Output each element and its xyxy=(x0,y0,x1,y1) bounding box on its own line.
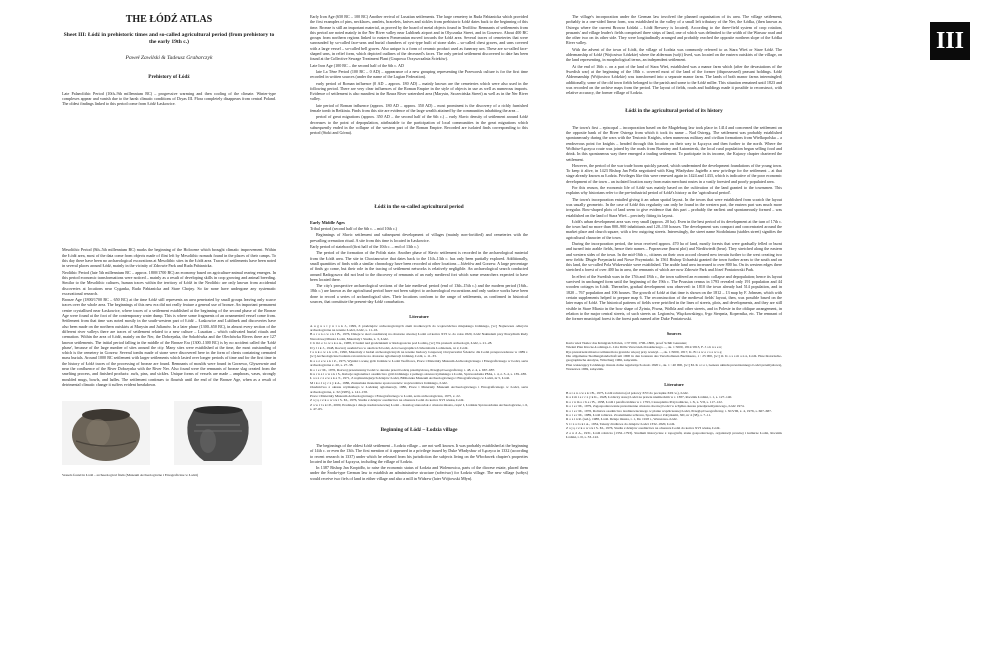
paragraph: Late Iron Age (100 BC – the second half of the 6th c. AD xyxy=(310,62,404,68)
vessel-photo-1 xyxy=(62,401,150,465)
paragraph: The period of the formation of the Polish state. Another phase of Slavic settlement is recorded in the archaeological material from the Łódź area. The site in Chocianowice that dates back to the 11th–13th c. has only been partially explored. Additionally, small quantities of finds with a similar chronology have been recorded at other locations – Jóźefów and Gorzew. A large percentage of finds go come, but their role in the tracing of settlement networks is relatively negligible. An archaeological search conducted around Radogoszcz did not lead to the discovery of remnants of an early medieval fort which some researchers expected to have been located there. xyxy=(310,250,528,282)
paragraph: The city's prospective archaeological sections of the late medieval period (end of 13th–15th c.) and the modern period (16th–18th c.) are known as the agricultural period have not been subject to archaeological excavations and only surface works have been done to record a series of archaeological sites. Their locations conform to the range of settlements, as confirmed in historical sources, that constitute the present-day Łódź conurbation. xyxy=(310,283,528,304)
paragraph: period of great migrations (approx. 350 AD – the second half of the 6th c.) – early Slavic density of settlement around Łódź decreases to the point of depopulation, attributable to the participation of local communities in the great migrations which subsequently ended in the collapse of the western part of the Roman Empire. Recorded are isolated finds corresponding to this period (Stoki and Górna). xyxy=(310,114,528,136)
literature-item: Z a w i l s k i P., 2000, Pradzieje i dzieje średniowiecznej Łodzi – Katalog stanowisk z obszaru miasta, część I, Łódzkie Sprawozdania Archeologiczne, t. 6, s. 47–65. xyxy=(310,402,528,412)
literature-item: Prace i Materiały Muzeum Archeologicznego i Etnograficznego w Łodzi, seria archeologiczna, 1975, z. 22. xyxy=(310,394,461,399)
section-heading-agricultural: Łódź in the so-called agricultural period xyxy=(374,203,464,210)
photo-row xyxy=(62,397,276,469)
literature-item: Z a j ą c z k o w s k i S. M., 1976, Studia z dziejów osadnictwa na obszarze Łodzi do końca XVI wieku, Łódź. xyxy=(566,426,721,431)
literature-item: R o s i n R. (red.), 1988, Łódź. Dzieje miasta, t. 1, Do 1918 r., Warszawa–Łódź. xyxy=(566,417,678,422)
paragraph: The beginnings of the oldest Łódź settlement – Łodzia village – are not well known. It was probably established at the beginning of 14th c. or even the 13th. The first mention of it appeared in a privilege issued by Duke Władysław of Łęczyca in 1332 (according to recent research in 1337) under which he released from his jurisdiction the subjects living on the Włocławek chapter's properties located in the land of Łęczyca, including the village of Łodzia. xyxy=(310,443,528,464)
literature-item: S t r z a ł s k i A., 1934, Tekuty źródłowe do dziejów Łodzi 1332–1820, Łódź. xyxy=(566,421,676,426)
source-item: Die allgemeine Siedlungslandschaft um 1900 in den Grenzen des Verschollenen Bezirkszes, 1 : 25 000, [w:] O. K o s s m a n n, Łódź. Eine historische-geographische Analyse, Würzburg 1966, załącznik. xyxy=(566,353,782,363)
literature-item: K o t e r M., 1979, Zagospodarowanie przestrzenne obszaru obecnej Łodzi w schyłku okresu przedprzemysłowego, Łódź 1974. xyxy=(566,404,745,409)
photo-caption: Vessels found in Łódź – archaeological finds (Muzeum Archeologiczne i Etnograficzne w Łodzi) xyxy=(62,473,199,478)
literature-item: B a r a n o w s k i B., 1975, Łódź rolnicza (od połowy XVI do początku XIX w.), Łódź. xyxy=(566,390,689,395)
literature-item: M i k o ł a j c z y k A., 1986, Znaleziska monetarne spoza terenów województwa łódzkiego, Łódź. xyxy=(310,380,448,385)
authors: Paweł Zawilski & Tadeusz Grabarczyk xyxy=(125,55,213,61)
paragraph: For this reason, the economic life of Łódź was mainly based on the cultivation of the land granted to the townsmen. This explains why historians refer to the pre-industrial period of Łódź's history as the 'agricultural period'. xyxy=(566,185,782,196)
literature-item: K u r n a t o w s k i S., Relacje regionalne i osadnictwo grób łódzkiego z pełnego okresu rzymskiego z Łodzi, Sprawozdania PMA, t. 4, z. 3–4, s. 139–188. xyxy=(310,372,527,377)
section-heading-prehistory: Prehistory of Łódź xyxy=(148,74,190,81)
column-3 xyxy=(566,0,782,439)
atlas-title: THE ŁÓDŹ ATLAS xyxy=(125,14,213,25)
spacer xyxy=(62,107,276,247)
literature-item: C h m i e l o w s k a A., 1988, Z badań nad grodziskiem w Radogoszczu pod Łodzią, [w:] Na pranach archeologii, Łódź, s. 21–28. xyxy=(310,341,493,346)
source-item: Rys przestrzeni miasta rozmiarem na granicie więcej przy rewizyi…, ok. 1:5000, 1817, K. B r a w e c s a w s ą; xyxy=(566,349,723,354)
paragraph: Bronze Age (1800/1700 BC – 650 BC) at the time Łódź still represents an area penetrated by small groups leaving only scarce traces over the whole area. The beginnings of this new era did not really feature a general use of bronze. An important permanent centre crystallised near Łaskowice, where traces of a settlement established at the beginning of the second phase of the Bronze Age were found at the foot of the contemporary water dump. This is where some fragments of an ornamented vessel come from. Settlement from that time was noted mostly in the south-western part of Łódź – Łaskowice and Lublinek and discoveries have also been made on the northern outskirts at Marysin and Julianów. In a later phase (1300–650 BC), in almost every section of the different river valleys there are traces of settlement related to a new culture – Lusatian – which cultivated burial rituals and cremation. Within the area of Łódź, mainly on the Ner, the Dobrzynka, the Sokołówka and the Olechówka Rivers there are 127 known settlements. The initial period falling in the middle of the Bronze Era (1300–1300 BC) is by no accident called the 'Łódź phase', because of the large number of sites around the city. Many sites were established at the time, the most outstanding of which is the cemetery in Gorzew. Several tombs made of stone were discovered here in the form of chests containing cremated mass burials. Around 1000 BC settlement with larger settlements which lasted over longer periods of time and for the first time in the history of Łódź traces of the processing of bronze are found. Remnants of moulds were found in Gorzewo, Głyszewnie and near the confluence of the River Dobrzynka with the River Ner. Also found were the remnants of bronze slag created from the smelting process, and finished products: awls, pins, and sickles. Unique forms of vessels are made – amphoras, vases, strongly moulded mugs, bowls, and ladles. The settlement continues to flourish until the end of the Bronze Age, when as a result of detrimental climatic change it suffers evident breakdown. xyxy=(62,297,276,387)
paragraph: Neolithic Period (late 5th millennium BC – approx. 1800/1700 BC) an economy based on agriculture-animal rearing emerges. In this period economic transformations were noticed – mainly as a result of developing skills in crop growing and animal breeding. Similar to the Mesolithic cultures, human traces within the territory of Łódź in the Neolithic are only known from accidental discoveries at locations near Cyganka, Ruda Pabianicka and Stare Chojny. So far none have undergone any systematic excavational research. xyxy=(62,269,276,296)
paragraph: At the end of 16th c. on a part of the land of Stara Wieś, established was a manor farm which (after the devastations of the Swedish war) at the beginning of the 18th c. covered most of the land of the former (dispossessed) peasant holdings. Łódź Aldermanship (Wójtostwo Łódzkie) was transformed into a separate manor farm. The lands of both manor farms intermingled; additionally, some of the old town fields belonged to the parish and some to the Łódź miller. This situation remained until 1823 and was recorded on the archive maps from the period. The layout of fields, roads and buildings made it possible to reconstruct, with relative accuracy, the former village of Łodzia. xyxy=(566,63,782,96)
paragraph: In 1387 Bishop Jan Kropidło, to raise the economic status of Łodzia and Wolenowica, parts of the diocese estate, placed them under the Środa-type German law to establish an administrative structure (sołectwo) for Łodzia village. The new village (sołtys) would receive two fiefs of land in either village and also a mill in Widzew (later Wójtowski Młyn). xyxy=(310,465,528,481)
literature-item: Z a j ą c z k o w s k i S. M., 1976, Studia z dziejów osadnictwa na obszarze Łodzi do końca XVI wieku, Łódź. xyxy=(310,398,465,403)
literature-heading: Literature xyxy=(409,314,429,320)
literature-item: B a r a n o w s k i B., 1976, Dzieje w sieci osadniczej na obszarze obecnej Łodzi od końca XVI w. do roku 1820, Łódź Nakładem przy Prezydium Rady Narodowej Miasta Łodzi, Materiały i Studia, z. 3, Łódź. xyxy=(310,332,528,341)
column-1 xyxy=(62,0,276,478)
paragraph: During the incorporation period, the town received approx. 470 ha of land, mostly forests that were gradually felled or burnt and turned into arable fields, hence their names – Poprzeczne (burnt plot) and Niedźwiedź (bear). They stretched along the eastern and western sides of the town. In the mid-16th c., citizens on their own accord cleared new terrain further to the west creating two new fields: Długie Przymiarki and Nowe Przymiarki. In 1561 Bishop Uchański granted the town further areas to the south and on this land, the so-called Pola Widzewskie were established. The arable land area increased to over 800 ha. On its western edges there stretched a forest of over 400 ha in area, the remnants of which are now Zdrowie Park and Józef Poniatowski Park. xyxy=(566,240,782,273)
paragraph: Early period of statehood (first half of the 10th c. – end of 13th c.) xyxy=(310,244,419,250)
paragraph: The town's first – episcopal – incorporation based on the Magdeburg law took place in 1414 and concerned the settlement on the opposite bank of the River Ostrega from which it took its name – Nad Ostregą. The settlement was probably established spontaneously during the wars with the Teutonic Knights, when numerous military and civilian formations from Wielkopolska – a rendezvous point for knights – headed through this location on their way to Łęczyca and then further to the north. Where the Wolbórz-Łęczyca route was joined by the roads from Brzeziny and Łutomiersk, the local rural population began selling food and drink. In this spontaneous way there emerged a trading settlement. To participate in its income, the Kujawy chapter chartered the settlement. xyxy=(566,124,782,162)
paragraph: The town's incorporation entailed giving it an urban spatial layout. In the towns that were established from scratch the layout was usually geometric. In the case of Łódź this regularity can only be found in the western part, the eastern part was much more irregular. Bow-shaped plots of land seem to give evidence that this part – probably the earliest and spontaneously formed – was established on the land of Stara Wieś – precisely fitting its layout. xyxy=(566,196,782,218)
column-2 xyxy=(310,0,528,482)
paragraph: late La Tène Period (100 BC – 0 AD) – appearance of a new grouping representing the Przeworsk culture is for the first time recorded in written sources (under the name of the Lugian Federation). xyxy=(310,68,528,80)
literature-item: D y l i k J., 1948, Rozwój osadnictwa w okolicach Łodzi, Acta Geographica Universitatis Lodziensis, nr 2, Łódź. xyxy=(310,345,469,350)
literature-item: Ł a s z c z e w s k a T., 1971, Z najdawniejszych dziejów Łodzi, Biblioteka Muzeum Archeologicznego i Etnograficznego w Łodzi, nr 5, Łódź. xyxy=(310,376,510,381)
paragraph: In effect of the Swedish wars in the 17th and 18th c., the town suffered an economic collapse and depopulation; hence its layout survived in unchanged form until the beginning of the 19th c. The Prussian census in 1793 revealed only 191 population and 44 wooden cottages in Łódź. Thereafter, gradual development was observed: in 1810 the town already had 514 population, and in 1820 – 767 population and 106 houses. The growth of Łódź at that time is shown on the 1812 – 13 map by F. Johnsen, which with certain supplements helped to prepare map 6. The reconstruction of the medieval fields' layout, then, was possible based on the later maps of Łódź. The historical patterns of fields were petrified in the lines of streets, plots, and developments, and they are still visible in Stare Miasto in the bow shape of Żytnia, Piwna, Wolbla and other streets, and in Polesie in the oblique arrangement, in relation to the major central streets, of such streets as: Legionów, Więckowskiego, 6-go Sierpnia, Kopernika, etc. The remnant of the former municipal forest is the forest park named after Duke Poniatowski. xyxy=(566,273,782,322)
literature-heading: Literature xyxy=(664,381,684,387)
literature-list xyxy=(310,324,528,412)
section-heading-agricultural-history: Łódź in the agricultural period of its history xyxy=(625,108,723,115)
literature-item: Z e n d A., 1931, Łódź rolnicza (1332–1793). Studium historyczne z topografii, stanu gospodarczego, organizacji prawnej i kulturze Łodzi, Rocznik Łódzki, t. II, s. 33–122. xyxy=(566,430,782,439)
early-middle-ages-heading: Early Middle Ages xyxy=(310,219,345,225)
literature-item: K o t e r M., 1976, Rozwój przestrzenny Łodzi w okresie przed Łodzią przemysłową, Przegląd Geograficzny, t. 48, z. 4, s. 667–687. xyxy=(310,367,496,372)
literature-item: K a ź m i e r c z y k K., 1928, Łódzczy starej Łodzi na prawie niemieckim w r. 1387, Rocznik Łódzki, t. 1, s. 127–140. xyxy=(566,395,733,400)
literature-item: Osadnictwo z okresu rzymskiego w Łodzkiej aglomeracji, 1980, Prace i Materiały Muzeum Archeologicznego i Etnograficznego w Łodzi, seria archeologiczna, z. 32 (1985), s. 141–158. xyxy=(310,385,528,394)
source-item: Wieleń Plan Klocze-Łodzinga-L. Lila Dölle Varsovień-Ił nakłuczego…, ok. 1 5000, 1812/1813, F. J o h n s e n; xyxy=(566,345,723,350)
literature-item: K o t e r M., 1976, Rolnicze osadnictwo średniowiecznego w planie współczesnej Łodzi, Przegląd Geograficzny, t. XLVIII, z. 4, 1976, s. 667–687. xyxy=(566,408,772,413)
paragraph: late period of Roman influence (approx. 180 AD – approx. 350 AD) – most prominent is the discovery of a richly furnished female tomb in Retkinia. Finds from this site are evidence of the large wealth attained by the communities inhabiting the area… xyxy=(310,102,528,114)
literature-item: K a s z e w s k i Z., 1975, Wyniki i ocenę grób łódzkie w Łodzi Teofilowa, Prace i Materiały Muzeum Archeologicznego i Etnograficznego w Łodzi, seria archeologiczna z. 20, s. 27–38. xyxy=(310,358,528,368)
literature-item: K o r n m a c h e r B., 1938, Łódź i parafia łódzka w r. 1793, Czasopismo Przyrodnicze, r. X, z. VII, s. 117–122. xyxy=(566,399,723,404)
paragraph: The village's incorporation under the German law involved the planned organisation of its area. The village settlement, probably in a one-sided linear form, was established in the valley of a small left tributary of the Ner, the Łódka, (then known as Ostrega where the current Browar Łódzki – Łódź Brewery is located). According to the three-field system of crop rotation, peasants' and village leader's fields comprised three strips of land, one of which was delimited to the width of the Warsaw road and the other two on its other side. They were longitudinally arranged and probably reached the opposite northern slope of the Łódka River valley. xyxy=(566,14,782,46)
source-item: Plan wskazujący Łódzkiego ślassia dolne regularnych około 1820 r., ok. 1 : 40 000, [w:] M. K o t e r, Geneza układu przestrzennego Łodzi przemysłowej, Warszawa 1969, załącznik. xyxy=(566,362,782,372)
paragraph: Łódź's urban development area was very small (approx. 20 ha). Even in the best period of its development at the turn of 17th c. the town had no more than 800–900 inhabitants and 120–150 houses. The development was compact and concentrated around the market place and church square, with a few outgoing streets. Interestingly, the street name Stodolniana (stables street) signifies the agricultural character of the town. xyxy=(566,218,782,240)
paragraph: Mesolithic Period (8th–5th millennium BC) marks the beginning of the Holocene which brought climatic improvement. Within the Łódź area, most of the data come from objects made of flint left by Mesolithic nomads found in the places of their camps. To this day there have been no archaeological excavations at Mesolithic sites in the Łódź area. Traces of settlements have been noted in several places around Łódź, mainly in the vicinity of Zdrowie Park and Ruda Pabianicka. xyxy=(62,247,276,269)
literature-list xyxy=(566,391,782,439)
literature-item: J a n k o w s k a D., 1990, Materiały z badań archeologicznych na terenie budowy Grupowej Oczyszczalni Ścieków dla Łodzi przeprowadzone w 1989 r. [w:] Archeologiczne badania ratownicze na obszarze aglomeracji łódzkiej, Łódź, s. 11–33. xyxy=(310,350,528,359)
paragraph: early period of Roman influence (0 AD – approx. 180 AD) – mainly known are the cemeteries which were also used in the following period. There are very clear influences of the Roman Empire in the style of objects in use as well as numerous imports. Evidence of settlement is also manifest in the Bzura River watershed area (Marysin, Szczecińska Street) as well as in the Ner River valley. xyxy=(310,80,528,102)
page-number-badge: III xyxy=(930,22,970,60)
sources-heading: Sources xyxy=(666,331,682,337)
paragraph: With the advent of the town of Łódź, the village of Łodzia was commonly referred to as Stara Wieś or Stare Łódź. The aldermanship of Łódź (Wojtostwo Łódzkie) where the alderman (wójt) lived, was located on the eastern outskirts of the village, on the land representing, in morphological terms, an independent settlement. xyxy=(566,46,782,63)
paragraph: However, the period of the war trade boom quickly passed, which undermined the development foundations of the young town. To keep it alive, in 1423 Bishop Jan Pella negotiated with King Władysław Jagiełło a new privilege for the settlement – at that stage already known as Łodzia. Privileges like this were renewed again in 1424 and 1433, which is indicative of the poor economic development of the town – an isolated location away from main merchant routes in a vastly forested and poorly populated area. xyxy=(566,162,782,184)
paragraph: Late Palaeolithic Period (10th–9th millennium BC) – progressive warming and then cooling of the climate. Winter-type complexes appear and vanish due to the harsh climatic conditions of Dryas III. Flora completely disappears from central Poland. The oldest findings linked to this period come from Łódź Łaskowice. xyxy=(62,90,276,107)
vessel-photo-2 xyxy=(174,401,262,465)
literature-item: K o t e r M., 1989, Łódź rolnicza. Zrozumienie schronu, Spotkania z Zabytkami, XII, nr 4 (38), s. 7–11. xyxy=(566,412,712,417)
section-heading-beginning: Beginning of Łódź – Łodzia village xyxy=(380,426,458,433)
paragraph: Tribal period (second half of the 6th c. – mid 10th c.) xyxy=(310,226,398,232)
sheet-title: Sheet III: Łódź in prehistoric times and so-called agricultural period (from prehistory to the early 19th c.) xyxy=(63,32,275,45)
literature-item: A u g u s t y n i a k J., 1999, Z pradziejów archeologicznych ziem środkowych do województwa miejskiego łódzkiego, [w:] Najnowsze odkrycia archeologiczne na terenie Łodzi, Łódź, s. 11–16. xyxy=(310,323,528,332)
sources-list xyxy=(566,341,782,372)
paragraph: Beginnings of Slavic settlement and subsequent development of villages (mainly non-fortified) and cemeteries with the prevailing cremation ritual. A site from this time is located in Łaskowice. xyxy=(310,232,528,243)
paragraph: Early Iron Age (650 BC – 100 BC) Another revival of Lusatian settlements. The large cemetery in Ruda Pabianicka which provided the first examples of pins, necklaces, armlets, bracelets, knives and sickles from prehistoric Łódź dates back to the beginning of this time. Bronze is still an important material, as proved by the hoard of metal objects found in Teofilów. Remnants of settlements from this period are noted mainly in the Ner River valley near Lublinek airport and in Olyczaska Street, and in Gorzewo. About 400 BC groups from northern regions linked to eastern Pomeranian moved towards the Łódź area. Several traces of cemeteries that were surrounded by so-called face-urns and burial chambers of cyst-type built of stone slabs – so-called chest graves, and urns covered with a large vessel – so-called bell graves. Also unique is a form of ceramic product used as funerary urn. These are so-called face-shaped urns, in relief form, which depicted outlines of the deceased's faces. The only period settlement discovered to date has been found at the Collective Sewage Treatment Plant (Grupowa Oczyszczalnia Ścieków). xyxy=(310,14,528,62)
source-item: Karta wieś Tkalec das Königreich Polen, 1:37 000, 1796–1800, proof Schilt Gaussien; xyxy=(566,340,688,345)
